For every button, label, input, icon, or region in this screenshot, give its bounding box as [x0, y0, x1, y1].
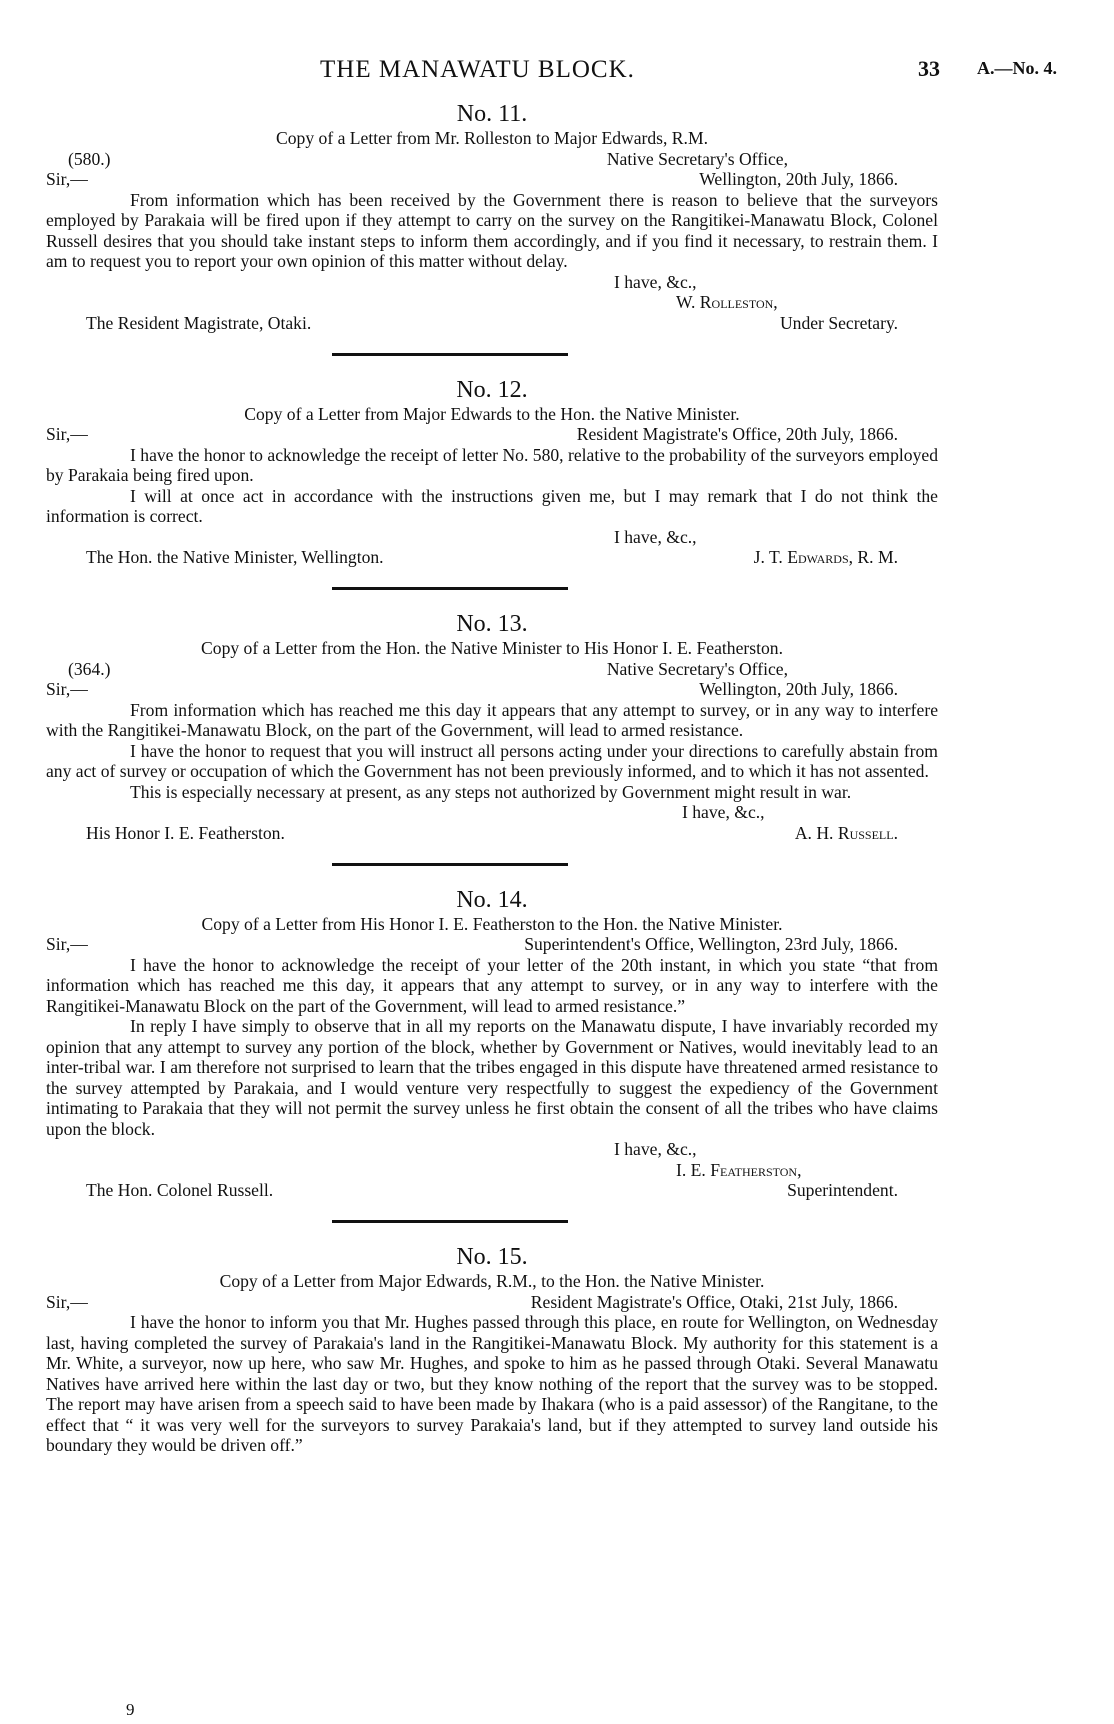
- letter-paragraph: In reply I have simply to observe that in all my reports on the Manawatu dispute, I have invariably recorded my opinion that any attempt to survey any portion of the block, whether by Government or Natives, would inevitably lead to an inter-tribal war. I am therefore not surprised to learn that the tribes engaged in this dispute have threatened armed resistance to the survey attempted by Parakaia, and I would venture very respectfully to suggest the expediency of the Government intimating to Parakaia that they will not permit the survey unless he first obtain the consent of all the tribes who have claims upon the block.: [46, 1016, 938, 1139]
- closing: I have, &c.,: [682, 802, 765, 822]
- letter-number: No. 15.: [456, 1244, 528, 1270]
- running-title: THE MANAWATU BLOCK.: [320, 56, 635, 83]
- place-date: Superintendent's Office, Wellington, 23rd July, 1866.: [524, 934, 898, 954]
- letter-paragraph: From information which has been received by the Government there is reason to believe that the surveyors employed by Parakaia will be fired upon if they attempt to carry on the survey on the Rangitikei-Manawatu Block, Colonel Russell desires that you should take instant steps to inform them accordingly, and if you find it necessary, to restrain them. I am to request you to report your own opinion of this matter without delay.: [46, 189, 938, 271]
- letter-no-11: [46, 100, 938, 335]
- page-number: 33: [918, 56, 940, 81]
- letter-paragraph: I have the honor to inform you that Mr. Hughes passed through this place, en route for Wellington, on Wednesday last, having completed the survey of Parakaia's land in the Rangitikei-Manawatu Block. My authority for this statement is a Mr. White, a surveyor, now up here, who saw Mr. Hughes, and spoke to him as he passed through Otaki. Several Manawatu Natives have arrived here within the last day or two, but they know nothing of the report that the survey was to be stopped. The report may have arisen from a speech said to have been made by Ihakara (who is a paid assessor) of the Rangitane, to the effect that “ it was very well for the surveyors to survey Parakaia's land, but if they attempted to survey land outside his boundary they would be driven off.”: [46, 1312, 938, 1455]
- place-date: Resident Magistrate's Office, Otaki, 21st July, 1866.: [530, 1291, 898, 1312]
- signer-name: W. Rolleston,: [676, 292, 778, 312]
- running-header: [0, 56, 1114, 82]
- letter-no-14: [46, 886, 938, 1203]
- letter-no-12: [46, 376, 938, 570]
- letter-heading: Copy of a Letter from Major Edwards to the Hon. the Native Minister.: [244, 403, 740, 424]
- section-divider: [332, 1220, 568, 1223]
- letter-paragraph: I will at once act in accordance with the instructions given me, but I may remark that I do not think the information is correct.: [46, 485, 938, 526]
- letter-paragraph: This is especially necessary at present, as any steps not authorized by Government might result in war.: [130, 781, 852, 802]
- salutation: Sir,—: [46, 934, 88, 954]
- office-name: Native Secretary's Office,: [606, 658, 788, 679]
- signer-role: Superintendent.: [787, 1180, 898, 1200]
- letter-paragraph: From information which has reached me this day it appears that any attempt to survey, or in any way to interfere with the Rangitikei-Manawatu Block, on the part of the Government, will lead to armed resistance.: [46, 699, 938, 740]
- place-date: Wellington, 20th July, 1866.: [699, 169, 898, 189]
- addressee: His Honor I. E. Featherston.: [86, 822, 285, 843]
- signer-name: I. E. Featherston,: [676, 1159, 802, 1180]
- letter-paragraph: I have the honor to request that you will instruct all persons acting under your directions to carefully abstain from any act of survey or occupation of which the Government has not been previously informed, and to which it has not assented.: [46, 740, 938, 781]
- letter-ref-number: (364.): [68, 658, 111, 679]
- salutation: Sir,—: [46, 424, 88, 444]
- section-divider: [332, 587, 568, 590]
- office-name: Native Secretary's Office,: [606, 148, 788, 169]
- section-divider: [332, 353, 568, 356]
- letter-heading: Copy of a Letter from His Honor I. E. Featherston to the Hon. the Native Minister.: [201, 913, 783, 934]
- letter-paragraph: I have the honor to acknowledge the receipt of your letter of the 20th instant, in which you state “that from information which has reached me this day, it appears that any attempt to survey, or in any way to interfere with the Rangitikei-Manawatu Block on the part of the Government, will lead to armed resistance.”: [46, 954, 938, 1016]
- letter-number: No. 12.: [456, 376, 528, 403]
- signer-role: Under Secretary.: [779, 312, 898, 333]
- letter-paragraph: I have the honor to acknowledge the receipt of letter No. 580, relative to the probability of the surveyors employed by Parakaia being fired upon.: [46, 444, 938, 485]
- letter-heading: Copy of a Letter from Mr. Rolleston to Major Edwards, R.M.: [276, 128, 708, 148]
- document-reference: A.—No. 4.: [977, 58, 1057, 78]
- closing: I have, &c.,: [614, 271, 697, 292]
- addressee: The Resident Magistrate, Otaki.: [86, 312, 312, 333]
- place-date: Resident Magistrate's Office, 20th July, 1866.: [576, 424, 898, 444]
- section-divider: [332, 863, 568, 866]
- letter-ref-number: (580.): [68, 148, 111, 169]
- signature-mark: 9: [126, 1700, 135, 1719]
- signer-name: A. H. Russell.: [794, 822, 898, 843]
- letter-heading: Copy of a Letter from Major Edwards, R.M., to the Hon. the Native Minister.: [219, 1271, 765, 1291]
- letter-number: No. 14.: [456, 886, 528, 913]
- closing: I have, &c.,: [614, 526, 697, 547]
- letter-no-13: [46, 610, 938, 845]
- letter-no-15: [46, 1243, 938, 1456]
- addressee: The Hon. the Native Minister, Wellington.: [86, 547, 384, 567]
- place-date: Wellington, 20th July, 1866.: [699, 679, 898, 699]
- letter-heading: Copy of a Letter from the Hon. the Native Minister to His Honor I. E. Featherston.: [201, 638, 783, 658]
- closing: I have, &c.,: [614, 1139, 697, 1159]
- addressee: The Hon. Colonel Russell.: [86, 1180, 274, 1200]
- salutation: Sir,—: [46, 169, 88, 189]
- page-body: [46, 100, 938, 1462]
- salutation: Sir,—: [46, 1291, 88, 1312]
- signer-name: J. T. Edwards, R. M.: [753, 547, 898, 567]
- letter-number: No. 11.: [456, 101, 528, 127]
- letter-number: No. 13.: [456, 611, 528, 637]
- salutation: Sir,—: [46, 679, 88, 699]
